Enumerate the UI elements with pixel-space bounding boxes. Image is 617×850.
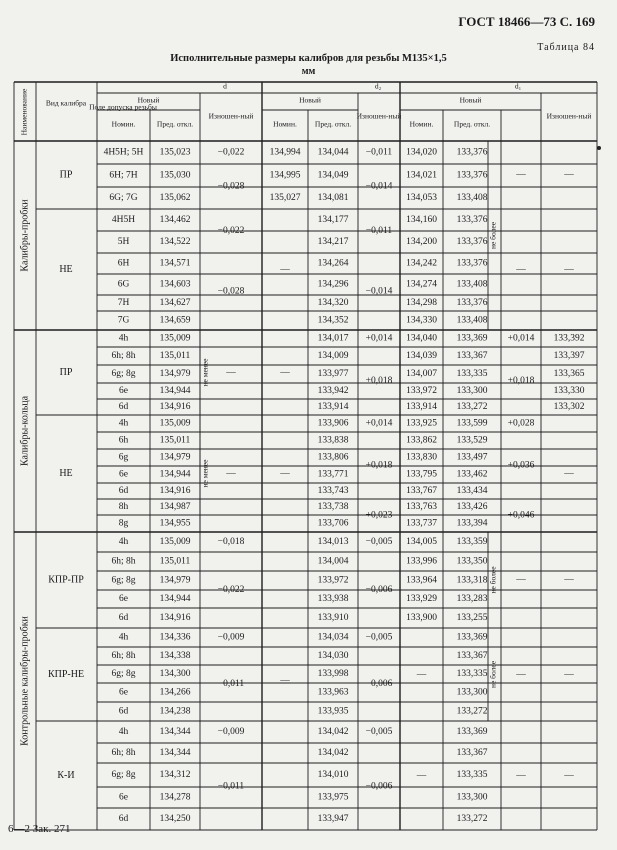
table-cell: +0,028: [507, 418, 535, 429]
table-cell: 133,862: [406, 435, 437, 446]
table-cell: 133,300: [456, 792, 488, 803]
table-cell: 134,030: [317, 651, 349, 662]
table-cell: 4h: [118, 418, 129, 429]
vid-label: ПР: [59, 366, 73, 378]
table-cell: −0,018: [217, 537, 245, 548]
table-cell: 133,795: [406, 469, 437, 480]
table-cell: 133,408: [456, 193, 488, 204]
table-cell: 133,350: [456, 556, 488, 567]
table-cell: 4H5H; 5H: [103, 147, 144, 158]
table-cell: +0,014: [507, 333, 535, 344]
limit-note: не более: [488, 221, 498, 250]
table-title: Исполнительные размеры калибров для резьбы М135×1,5: [170, 53, 447, 64]
table-cell: 133,977: [317, 369, 349, 380]
header-izn-1: Изношен-ный: [356, 111, 402, 121]
table-cell: 4h: [118, 537, 129, 548]
table-cell: 6h; 8h: [111, 748, 136, 759]
table-cell: 133,964: [406, 575, 437, 586]
table-cell: 6e: [119, 386, 128, 397]
table-cell: 133,335: [456, 770, 488, 781]
table-cell: 134,944: [159, 469, 191, 480]
table-cell: 8g: [118, 518, 129, 529]
page-footer: 6—2 Зак. 271: [8, 823, 71, 835]
table-cell: 134,010: [317, 770, 349, 781]
table-cell: 134,344: [159, 727, 191, 738]
table-cell: −0,005: [365, 537, 393, 548]
table-cell: 133,914: [317, 402, 349, 413]
table-cell: 135,009: [159, 333, 191, 344]
merged-cell: —: [516, 770, 526, 781]
table-cell: 134,040: [406, 333, 437, 344]
vid-label: НЕ: [59, 467, 73, 479]
table-cell: 6h; 8h: [111, 651, 136, 662]
merged-cell: —: [516, 669, 526, 680]
table-cell: 134,462: [159, 215, 191, 226]
table-cell: 7G: [117, 315, 130, 326]
merged-cell: —: [564, 770, 574, 781]
merged-cell: —: [280, 264, 290, 275]
table-cell: 134,042: [317, 748, 349, 759]
table-cell: 133,434: [456, 486, 488, 497]
table-cell: 133,906: [317, 418, 349, 429]
table-cell: 133,376: [456, 215, 488, 226]
table-cell: 135,009: [159, 418, 191, 429]
table-cell: 134,320: [317, 298, 349, 309]
table-cell: 6e: [119, 469, 128, 480]
table-cell: 6d: [118, 486, 129, 497]
table-cell: 133,947: [317, 814, 349, 825]
table-cell: 134,995: [269, 170, 301, 181]
table-cell: 133,838: [317, 435, 349, 446]
table-cell: 133,972: [317, 575, 349, 586]
table-unit: мм: [301, 66, 316, 77]
limit-note: не более: [488, 660, 498, 689]
merged-cell: —: [280, 468, 290, 479]
table-cell: 134,979: [159, 575, 191, 586]
header-pred-2: Пред. откл.: [453, 119, 491, 129]
table-cell: 5H: [117, 237, 130, 248]
group-label: Контрольные калибры-пробки: [19, 616, 31, 746]
table-cell: 133,996: [406, 556, 437, 567]
table-cell: 6e: [119, 792, 128, 803]
table-cell: 133,942: [317, 386, 349, 397]
table-cell: 134,217: [317, 237, 349, 248]
table-cell: 135,011: [159, 556, 191, 567]
merged-cell: −0,014: [365, 181, 393, 192]
table-cell: 135,027: [269, 193, 301, 204]
table-cell: 133,998: [317, 669, 349, 680]
table-cell: 133,394: [456, 518, 488, 529]
table-cell: 134,242: [406, 258, 437, 269]
table-cell: 134,017: [317, 333, 349, 344]
table-cell: 6H; 7H: [109, 170, 138, 181]
table-cell: 4H5H: [111, 215, 136, 226]
table-cell: 133,925: [406, 418, 437, 429]
table-cell: 133,255: [456, 613, 488, 624]
table-cell: 7H: [117, 298, 130, 309]
table-cell: 133,763: [406, 502, 437, 513]
table-cell: 133,599: [456, 418, 488, 429]
table-cell: 6G; 7G: [109, 193, 138, 204]
table-cell: 134,300: [159, 669, 191, 680]
table-cell: 134,916: [159, 486, 191, 497]
merged-cell: —: [280, 367, 290, 378]
merged-cell: —: [564, 468, 574, 479]
header-izn-2: Изношен-ный: [546, 111, 592, 121]
table-cell: 134,005: [406, 537, 437, 548]
table-number: Таблица 84: [537, 42, 595, 53]
header-d2: d₂: [374, 81, 382, 91]
merged-cell: —: [226, 367, 236, 378]
header-d1: d₁: [514, 81, 522, 91]
table-cell: 6e: [119, 687, 128, 698]
vid-label: КПР-ПР: [48, 574, 84, 586]
merged-cell: —: [416, 669, 427, 680]
table-cell: 133,462: [456, 469, 488, 480]
table-cell: 8h: [118, 502, 129, 513]
table-cell: 134,330: [406, 315, 437, 326]
merged-cell: −0,011: [365, 147, 393, 158]
merged-cell: −0,011: [365, 226, 393, 237]
table-cell: 133,743: [317, 486, 349, 497]
table-cell: 133,272: [456, 706, 488, 717]
table-cell: 133,529: [456, 435, 488, 446]
group-label: Калибры-пробки: [19, 199, 31, 272]
table-cell: 133,367: [456, 651, 488, 662]
vid-label: КПР-НЕ: [47, 668, 85, 680]
table-cell: 6h: [118, 435, 129, 446]
table-cell: 134,021: [406, 170, 437, 181]
table-cell: 133,367: [456, 748, 488, 759]
table-cell: 134,955: [159, 518, 191, 529]
table-cell: 134,264: [317, 258, 349, 269]
table-cell: 135,009: [159, 537, 191, 548]
merged-cell: −0,006: [365, 781, 393, 792]
table-cell: 133,914: [406, 402, 437, 413]
table-cell: 6g; 8g: [111, 770, 136, 781]
table-cell: 133,771: [317, 469, 349, 480]
table-cell: 6d: [118, 706, 129, 717]
table-cell: 134,007: [406, 369, 437, 380]
merged-cell: −0,022: [217, 226, 245, 237]
table-cell: 6d: [118, 402, 129, 413]
table-cell: 134,916: [159, 402, 191, 413]
merged-cell: −0,014: [365, 286, 393, 297]
table-cell: 6d: [118, 814, 129, 825]
table-cell: 134,627: [159, 298, 191, 309]
table-cell: 134,312: [159, 770, 191, 781]
table-cell: 4h: [118, 333, 129, 344]
merged-cell: —: [516, 264, 526, 275]
limit-note: не более: [488, 566, 498, 594]
group-label: Калибры-кольца: [19, 395, 31, 467]
table-cell: −0,005: [365, 632, 393, 643]
table-cell: 134,034: [317, 632, 349, 643]
table-cell: 134,298: [406, 298, 437, 309]
table-cell: 133,376: [456, 258, 488, 269]
table-cell: 133,359: [456, 537, 488, 548]
merged-cell: −0,022: [217, 147, 245, 158]
table-cell: 133,376: [456, 147, 488, 158]
merged-cell: —: [516, 575, 526, 586]
table-cell: 134,020: [406, 147, 437, 158]
table-cell: 134,039: [406, 351, 437, 362]
table-cell: 133,272: [456, 814, 488, 825]
table-cell: 134,659: [159, 315, 191, 326]
table-cell: 133,963: [317, 687, 349, 698]
table-cell: 134,013: [317, 537, 349, 548]
table-cell: 6g: [118, 452, 129, 463]
merged-cell: −0,022: [217, 585, 245, 596]
table-cell: 134,044: [317, 147, 349, 158]
merged-cell: −0,028: [217, 181, 245, 192]
table-cell: 6H: [117, 258, 130, 269]
header-new-0: Новый: [137, 95, 160, 105]
page-header: ГОСТ 18466—73 С. 169: [458, 14, 595, 29]
table-cell: 133,365: [553, 369, 585, 380]
table-cell: 133,408: [456, 315, 488, 326]
table-cell: +0,014: [365, 418, 393, 429]
merged-cell: −0,006: [365, 585, 393, 596]
table-cell: 6g; 8g: [111, 369, 136, 380]
table-cell: 133,900: [406, 613, 437, 624]
table-cell: 134,571: [159, 258, 191, 269]
table-cell: 133,929: [406, 594, 437, 605]
table-cell: 134,250: [159, 814, 191, 825]
table-cell: 6g; 8g: [111, 575, 136, 586]
merged-cell: +0,036: [507, 460, 535, 471]
table-cell: 133,300: [456, 386, 488, 397]
header-naimenovanie: Наименование: [19, 88, 29, 136]
table-cell: 133,830: [406, 452, 437, 463]
merged-cell: —: [226, 468, 236, 479]
table-cell: 134,049: [317, 170, 349, 181]
table-cell: 134,979: [159, 452, 191, 463]
merged-cell: +0,046: [507, 510, 535, 521]
table-cell: 134,987: [159, 502, 191, 513]
table-cell: 133,392: [553, 333, 585, 344]
table-cell: 133,376: [456, 298, 488, 309]
merged-cell: −0,011: [217, 679, 245, 690]
merged-cell: +0,018: [365, 376, 393, 387]
table-cell: 134,944: [159, 594, 191, 605]
table-cell: 134,266: [159, 687, 191, 698]
table-cell: 134,081: [317, 193, 349, 204]
table-cell: 135,011: [159, 435, 191, 446]
table-cell: 135,011: [159, 351, 191, 362]
vid-label: НЕ: [59, 263, 73, 275]
table-cell: 133,369: [456, 632, 488, 643]
table-cell: 133,335: [456, 669, 488, 680]
header-nom-1: Номин.: [273, 119, 297, 129]
table-cell: 135,030: [159, 170, 191, 181]
table-cell: 133,938: [317, 594, 349, 605]
merged-cell: —: [564, 170, 574, 181]
table-cell: 133,335: [456, 369, 488, 380]
limit-note: не менее: [200, 358, 210, 387]
table-cell: 133,369: [456, 727, 488, 738]
header-izn-0: Изношен-ный: [208, 111, 254, 121]
header-pole-dopuska: Поле допуска резьбы: [89, 102, 157, 112]
vid-label: ПР: [59, 169, 73, 181]
table-cell: 134,160: [406, 215, 437, 226]
merged-cell: —: [564, 575, 574, 586]
merged-cell: —: [516, 170, 526, 181]
table-cell: 133,706: [317, 518, 349, 529]
table-cell: 133,426: [456, 502, 488, 513]
table-cell: 134,278: [159, 792, 191, 803]
table-cell: 6h; 8h: [111, 351, 136, 362]
table-cell: 133,283: [456, 594, 488, 605]
table-cell: 133,910: [317, 613, 349, 624]
table-cell: 134,979: [159, 369, 191, 380]
table-cell: −0,009: [217, 727, 245, 738]
header-new-1: Новый: [299, 95, 321, 105]
header-nom-2: Номин.: [409, 119, 434, 129]
merged-cell: —: [280, 676, 290, 687]
header-pred-1: Пред. откл.: [314, 119, 352, 129]
merged-cell: +0,018: [507, 376, 535, 387]
table-cell: 6d: [118, 613, 129, 624]
table-cell: 134,916: [159, 613, 191, 624]
table-cell: 133,318: [456, 575, 488, 586]
vid-label: К-И: [57, 769, 75, 781]
merged-cell: +0,018: [365, 460, 393, 471]
table-cell: 133,376: [456, 170, 488, 181]
table-cell: 134,352: [317, 315, 349, 326]
table-cell: 134,338: [159, 651, 191, 662]
table-cell: 135,062: [159, 193, 191, 204]
merged-cell: —: [564, 264, 574, 275]
table-cell: 133,975: [317, 792, 349, 803]
table-cell: 4h: [118, 632, 129, 643]
table-cell: 133,369: [456, 333, 488, 344]
table-cell: 134,603: [159, 279, 191, 290]
table-cell: 133,397: [553, 351, 585, 362]
table-cell: 134,177: [317, 215, 349, 226]
table-cell: 133,972: [406, 386, 437, 397]
table-cell: 133,300: [456, 687, 488, 698]
table-cell: 134,296: [317, 279, 349, 290]
table-cell: 6h; 8h: [111, 556, 136, 567]
header-vid-kalibra: Вид калибра: [45, 98, 87, 108]
table-cell: 133,367: [456, 351, 488, 362]
table-cell: 134,004: [317, 556, 349, 567]
table-cell: 133,376: [456, 237, 488, 248]
table-cell: 134,336: [159, 632, 191, 643]
table-cell: 4h: [118, 727, 129, 738]
table-cell: 133,408: [456, 279, 488, 290]
merged-cell: —: [564, 669, 574, 680]
header-new-2: Новый: [459, 95, 482, 105]
table-cell: −0,005: [365, 727, 393, 738]
table-cell: 133,767: [406, 486, 437, 497]
table-cell: 133,737: [406, 518, 437, 529]
header-nom-0: Номин.: [111, 119, 136, 129]
table-cell: 6g; 8g: [111, 669, 136, 680]
table-cell: 134,200: [406, 237, 437, 248]
merged-cell: —: [416, 770, 427, 781]
table-cell: 133,272: [456, 402, 488, 413]
table-cell: 134,009: [317, 351, 349, 362]
table-cell: 133,497: [456, 452, 488, 463]
table-cell: 134,522: [159, 237, 191, 248]
table-cell: 6G: [117, 279, 130, 290]
table-cell: 134,344: [159, 748, 191, 759]
merged-cell: −0,006: [365, 679, 393, 690]
table-cell: 134,238: [159, 706, 191, 717]
table-cell: 133,738: [317, 502, 349, 513]
merged-cell: +0,023: [365, 510, 393, 521]
merged-cell: −0,011: [217, 781, 245, 792]
limit-note: не менее: [200, 459, 210, 488]
table-cell: 133,302: [553, 402, 585, 413]
table-cell: 133,806: [317, 452, 349, 463]
table-cell: 133,935: [317, 706, 349, 717]
table-cell: 134,053: [406, 193, 437, 204]
table-cell: −0,009: [217, 632, 245, 643]
table-cell: 134,944: [159, 386, 191, 397]
header-d: d: [223, 81, 227, 91]
table-cell: 6e: [119, 594, 128, 605]
table-cell: 135,023: [159, 147, 191, 158]
merged-cell: −0,028: [217, 286, 245, 297]
table-cell: +0,014: [365, 333, 393, 344]
header-pred-0: Пред. откл.: [156, 119, 194, 129]
table-cell: 134,042: [317, 727, 349, 738]
table-cell: 134,994: [269, 147, 301, 158]
table-cell: 133,330: [553, 386, 585, 397]
table-cell: 134,274: [406, 279, 437, 290]
